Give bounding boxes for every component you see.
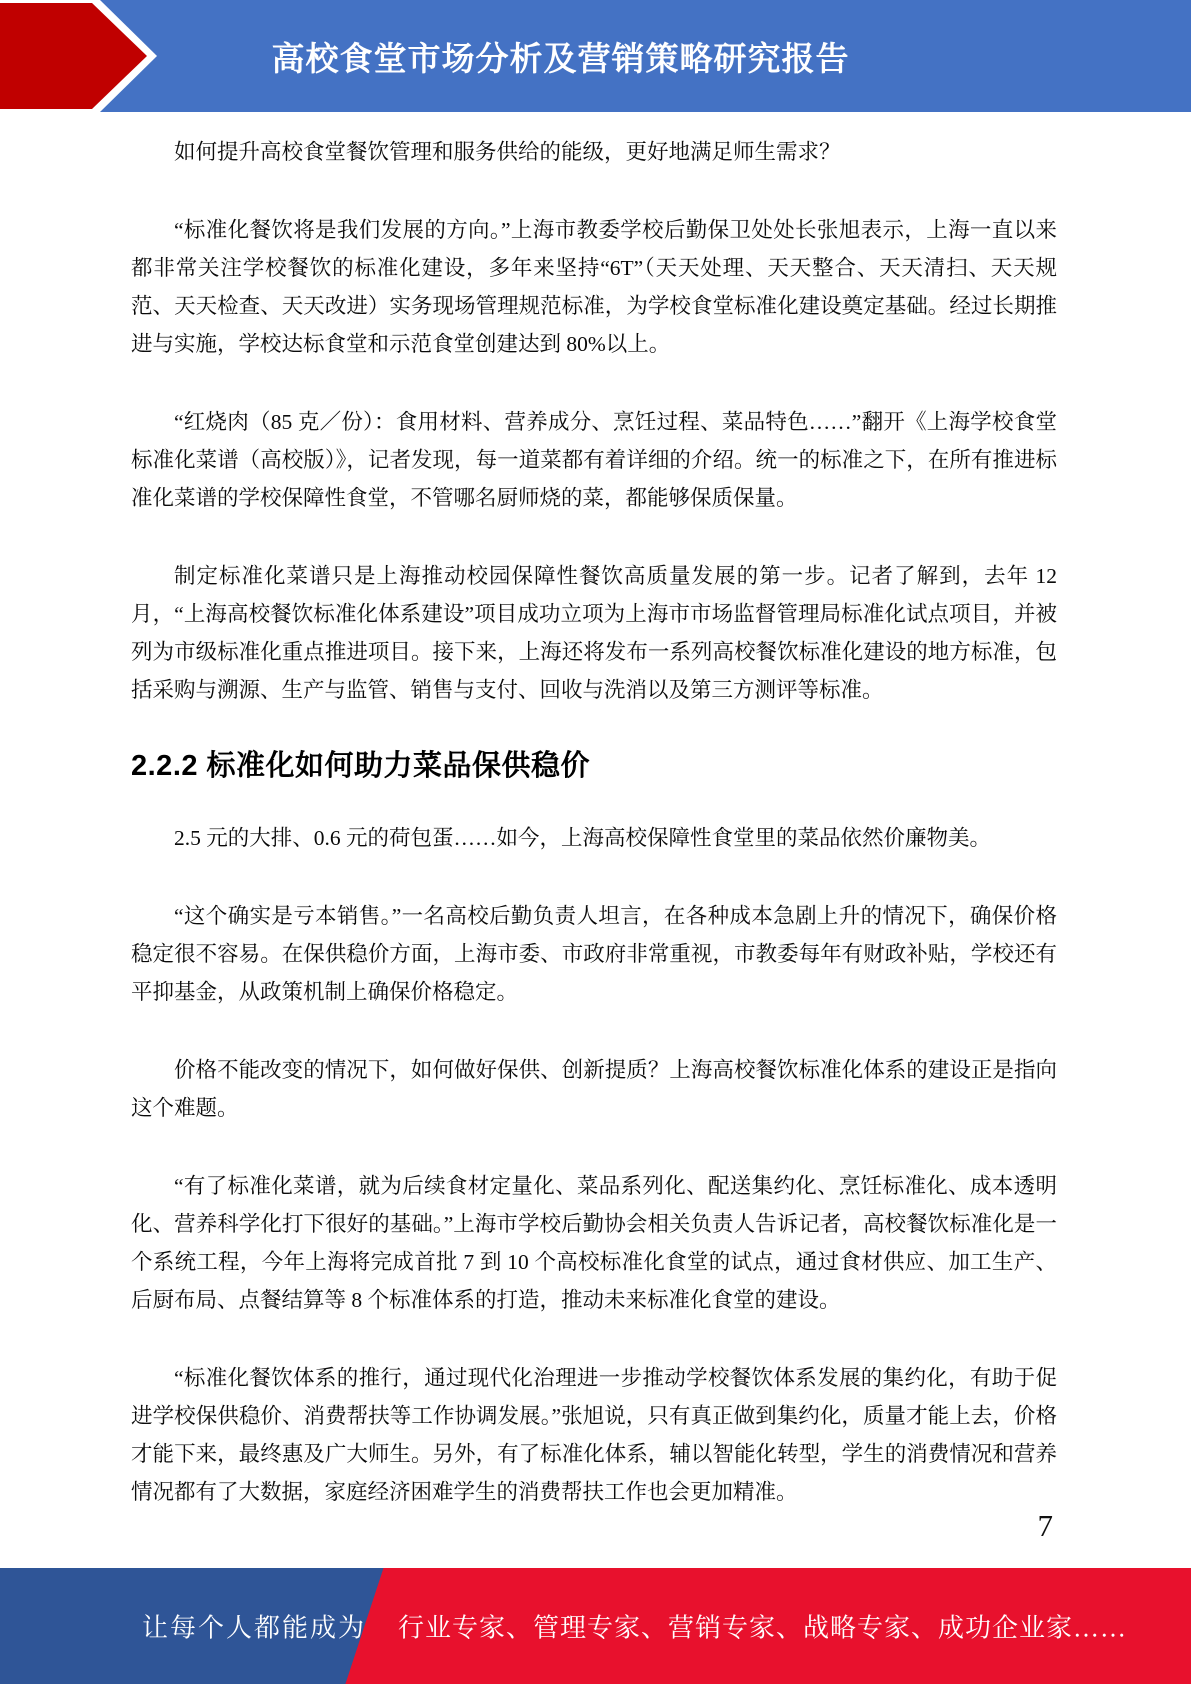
paragraph: “红烧肉（85 克／份）：食用材料、营养成分、烹饪过程、菜品特色……”翻开《上海学校食堂标准化菜谱（高校版）》，记者发现，每一道菜都有着详细的介绍。统一的标准之下，在所有推进标准化菜谱的学校保障性食堂，不管哪名厨师烧的菜，都能够保质保量。	[131, 410, 1057, 510]
header-banner	[0, 0, 1191, 112]
section-heading: 2.2.2 标准化如何助力菜品保供稳价	[131, 750, 591, 782]
footer-slogan-left: 让每个人都能成为	[142, 1613, 367, 1643]
footer-band	[0, 1568, 1191, 1684]
paragraph: “有了标准化菜谱，就为后续食材定量化、菜品系列化、配送集约化、烹饪标准化、成本透明化、营养科学化打下很好的基础。”上海市学校后勤协会相关负责人告诉记者，高校餐饮标准化是一个系统工程，今年上海将完成首批 7 到 10 个高校标准化食堂的试点，通过食材供应、加工生产、后厨布局、点餐结算等 8 个标准体系的打造，推动未来标准化食堂的建设。	[131, 1174, 1057, 1312]
header-arrow-icon	[0, 0, 175, 112]
paragraph: 如何提升高校食堂餐饮管理和服务供给的能级，更好地满足师生需求？	[174, 140, 841, 164]
paragraph: 价格不能改变的情况下，如何做好保供、创新提质？上海高校餐饮标准化体系的建设正是指向这个难题。	[131, 1058, 1057, 1120]
page-number: 7	[1037, 1508, 1053, 1543]
paragraph: “标准化餐饮将是我们发展的方向。”上海市教委学校后勤保卫处处长张旭表示，上海一直以来都非常关注学校餐饮的标准化建设，多年来坚持“6T”（天天处理、天天整合、天天清扫、天天规范、天天检查、天天改进）实务现场管理规范标准，为学校食堂标准化建设奠定基础。经过长期推进与实施，学校达标食堂和示范食堂创建达到 80%以上。	[131, 218, 1057, 356]
report-title: 高校食堂市场分析及营销策略研究报告	[271, 39, 850, 77]
paragraph: “标准化餐饮体系的推行，通过现代化治理进一步推动学校餐饮体系发展的集约化，有助于促进学校保供稳价、消费帮扶等工作协调发展。”张旭说，只有真正做到集约化，质量才能上去，价格才能下来，最终惠及广大师生。另外，有了标准化体系，辅以智能化转型，学生的消费情况和营养情况都有了大数据，家庭经济困难学生的消费帮扶工作也会更加精准。	[131, 1366, 1057, 1504]
document-body	[0, 112, 1191, 1511]
paragraph: “这个确实是亏本销售。”一名高校后勤负责人坦言，在各种成本急剧上升的情况下，确保价格稳定很不容易。在保供稳价方面，上海市委、市政府非常重视，市教委每年有财政补贴，学校还有平抑基金，从政策机制上确保价格稳定。	[131, 904, 1057, 1004]
paragraph: 制定标准化菜谱只是上海推动校园保障性餐饮高质量发展的第一步。记者了解到，去年 12 月，“上海高校餐饮标准化体系建设”项目成功立项为上海市市场监督管理局标准化试点项目，并被列为市级标准化重点推进项目。接下来，上海还将发布一系列高校餐饮标准化建设的地方标准，包括采购与溯源、生产与监管、销售与支付、回收与洗消以及第三方测评等标准。	[131, 564, 1057, 702]
footer-slogan-right: 行业专家、管理专家、营销专家、战略专家、成功企业家……	[398, 1613, 1128, 1643]
paragraph: 2.5 元的大排、0.6 元的荷包蛋……如今，上海高校保障性食堂里的菜品依然价廉物美。	[174, 826, 992, 850]
